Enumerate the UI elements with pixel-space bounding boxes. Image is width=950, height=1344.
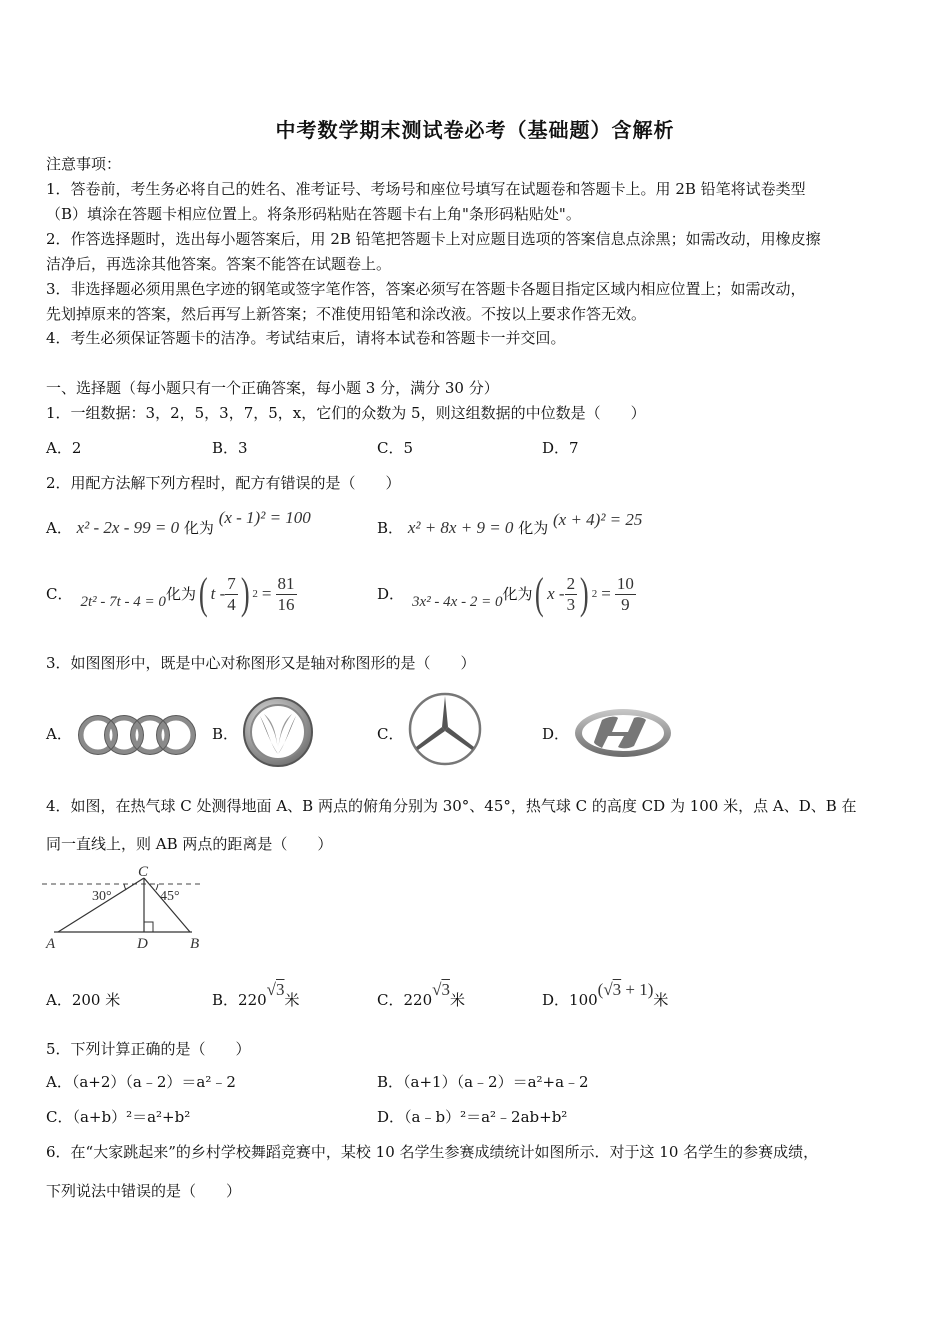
q1-option-a: A．2 [46,439,82,457]
option-label: B． [377,519,404,537]
q3-option-b-label: B． [212,725,239,743]
q6-stem-a: 6．在“大家跳起来”的乡村学校舞蹈竞赛中，某校 10 名学生参赛成绩统计如图所示．对于这 10 名学生的参赛成绩， [46,1143,819,1161]
q2-stem: 2．用配方法解下列方程时，配方有错误的是（ ） [46,474,401,492]
equation: x² + 8x + 9 = 0 [407,518,514,537]
q6-stem-b: 下列说法中错误的是（ ） [46,1182,242,1200]
q5-option-b: B．（a+1）（a﹣2）＝a²+a﹣2 [377,1073,589,1091]
q3-option-c-label: C． [377,725,404,743]
transform-word: 化为 [502,585,533,603]
audi-rings-icon [76,712,198,758]
q3-option-d-label: D． [542,725,570,743]
result: ( t - $\frac{7}{4}$ ) 2 = $\frac{81}{16}$ [198,569,295,618]
q4-option-d: D．100(√3 + 1)米 [542,980,669,1009]
q3-option-a-label: A． [46,725,72,743]
q2-option-d [377,566,636,622]
q2-option-c [46,566,297,622]
notice-line-4: 4．考生必须保证答题卡的洁净。考试结束后，请将本试卷和答题卡一并交回。 [46,329,566,347]
page-title: 中考数学期末测试卷必考（基础题）含解析 [275,118,675,142]
option-label: D． [377,585,405,603]
q1-option-d: D．7 [542,439,579,457]
equation: 2t² - 7t - 4 = 0 [80,594,166,610]
result: (x - 1)² = 100 [218,508,311,527]
q4-option-c: C．220√3米 [377,980,465,1009]
q2-option-b [377,510,643,538]
notice-line-2a: 2．作答选择题时，选出每小题答案后，用 2B 铅笔把答题卡上对应题目选项的答案信息点涂黑；如需改动，用橡皮擦 [46,230,821,248]
option-label: C． [46,585,73,603]
transform-word: 化为 [165,585,196,603]
notice-line-3b: 先划掉原来的答案，然后再写上新答案；不准使用铅笔和涂改液。不按以上要求作答无效。 [46,305,647,323]
result: (x + 4)² = 25 [553,510,643,529]
equation: 3x² - 4x - 2 = 0 [412,594,503,610]
q1-option-c: C．5 [377,439,414,457]
label-d: D [137,936,148,952]
dongfeng-logo-icon [240,694,316,770]
hyundai-logo-icon [572,706,674,760]
q4-option-a: A．200 米 [46,991,121,1009]
q5-option-c: C．（a+b）²＝a²+b² [46,1108,191,1126]
q4-diagram [40,860,210,954]
q4-option-b: B．220√3米 [212,980,300,1009]
option-label: A． [46,519,72,537]
q1-option-b: B．3 [212,439,248,457]
q3-stem: 3．如图图形中，既是中心对称图形又是轴对称图形的是（ ） [46,654,476,672]
q4-stem-b: 同一直线上，则 AB 两点的距离是（ ） [46,835,333,853]
notice-line-3a: 3．非选择题必须用黑色字迹的钢笔或签字笔作答，答案必须写在答题卡各题目指定区域内相应位置上；如需改动， [46,280,806,298]
q5-option-a: A．（a+2）（a﹣2）＝a²﹣2 [46,1073,236,1091]
label-b: B [190,936,200,952]
q5-stem: 5．下列计算正确的是（ ） [46,1040,251,1058]
q5-option-d: D．（a﹣b）²＝a²﹣2ab+b² [377,1108,568,1126]
section-heading: 一、选择题（每小题只有一个正确答案，每小题 3 分，满分 30 分） [46,379,499,397]
q1-stem: 1．一组数据：3，2，5，3，7，5，x，它们的众数为 5，则这组数据的中位数是（ ） [46,404,646,422]
result: ( x - $\frac{2}{3}$ ) 2 = $\frac{10}{9}$ [535,569,634,618]
label-a: A [46,936,56,952]
q4-stem-a: 4．如图，在热气球 C 处测得地面 A、B 两点的俯角分别为 30°、45°，热气球 C 的高度 CD 为 100 米，点 A、D、B 在 [46,797,857,815]
notice-heading: 注意事项： [46,155,122,173]
equation: x² - 2x - 99 = 0 [76,518,180,537]
angle-30: 30° [92,889,112,904]
notice-line-1a: 1．答卷前，考生务必将自己的姓名、准考证号、考场号和座位号填写在试题卷和答题卡上。用 2B 铅笔将试卷类型 [46,180,806,198]
label-c: C [138,864,149,880]
transform-word: 化为 [183,519,214,537]
angle-45: 45° [160,889,180,904]
mercedes-star-icon [406,690,484,768]
q2-option-a [46,508,311,538]
transform-word: 化为 [518,519,549,537]
notice-line-1b: （B）填涂在答题卡相应位置上。将条形码粘贴在答题卡右上角"条形码粘贴处"。 [46,205,581,223]
notice-line-2b: 洁净后，再选涂其他答案。答案不能答在试题卷上。 [46,255,392,273]
